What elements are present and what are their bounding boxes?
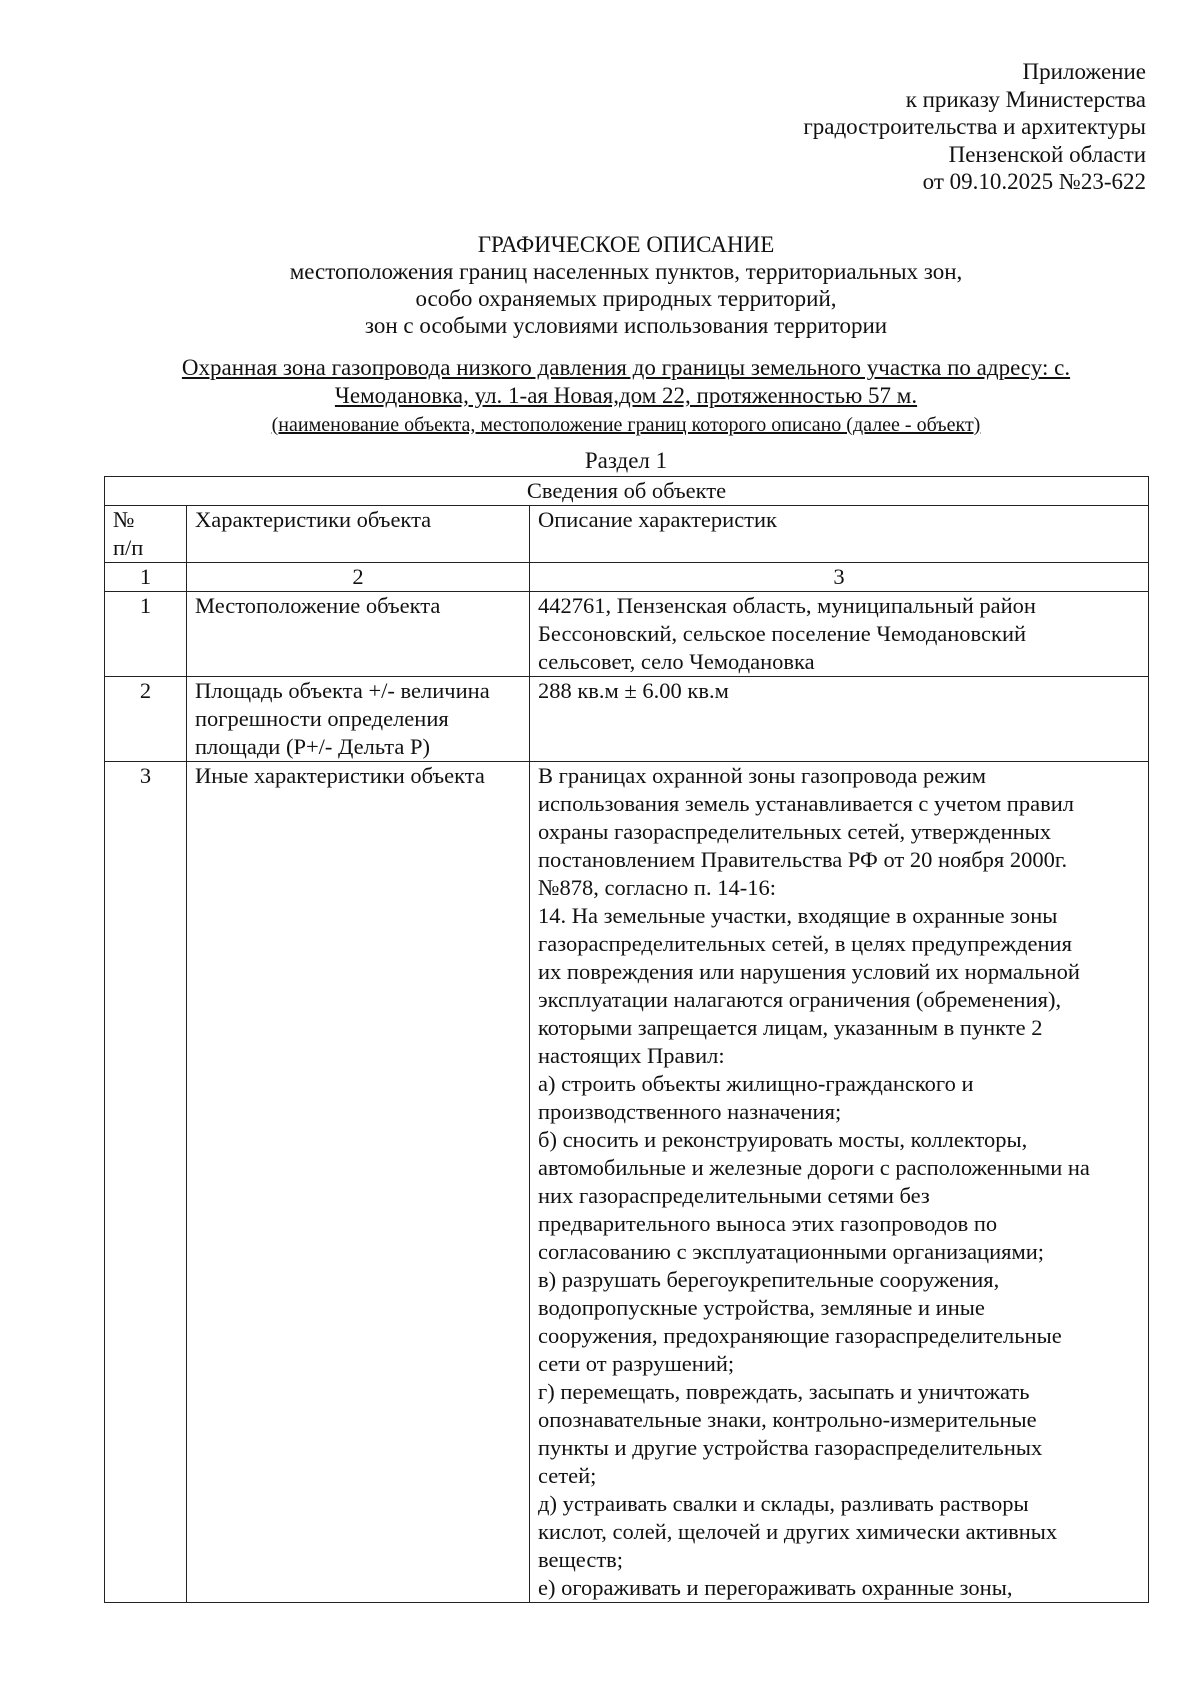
row-description: В границах охранной зоны газопровода режим использования земель устанавливается с учетом правил охраны газораспределительных сетей, утвержденных постановлением Правительства РФ от 20 ноября 2000г. №878, согласно п. 14-16: 14. На земельные участки, входящие в охранные зоны газораспределительных сетей, в целях предупреждения их повреждения или нарушения условий их нормальной эксплуатации налагаются ограничения (обременения), которыми запрещается лицам, указанным в пункте 2 настоящих Правил: а) строить объекты жилищно-гражданского и производственного назначения; б) сносить и реконструировать мосты, коллекторы, автомобильные и железные дороги с расположенными на них газораспределительными сетями без предварительного выноса этих газопроводов по согласованию с эксплуатационными организациями; в) разрушать берегоукрепительные сооружения, водопропускные устройства, земляные и иные сооружения, предохраняющие газораспределительные сети от разрушений; г) перемещать, повреждать, засыпать и уничтожать опознавательные знаки, контрольно-измерительные пункты и другие устройства газораспределительных сетей; д) устраивать свалки и склады, разливать растворы кислот, солей, щелочей и других химически активных веществ; е) огораживать и перегораживать охранные зоны, (530, 762, 1149, 1603)
section-label: Раздел 1 (584, 448, 668, 473)
appendix-line: Пензенской области (948, 141, 1146, 167)
row-num: 1 (105, 592, 187, 677)
object-info-table (104, 476, 1149, 1603)
row-characteristic: Иные характеристики объекта (187, 762, 530, 1603)
title-line: местоположения границ населенных пунктов, территориальных зон, (289, 259, 963, 284)
row-characteristic: Площадь объекта +/- величина погрешности определения площади (Р+/- Дельта Р) (187, 677, 530, 762)
column-number: 2 (187, 563, 530, 592)
table-header-row (105, 506, 1149, 563)
appendix-line: от 09.10.2025 №23-622 (922, 169, 1146, 194)
object-name-caption: (наименование объекта, местоположение границ которого описано (далее - объект) (271, 414, 981, 436)
appendix-line: к приказу Министерства (905, 86, 1146, 112)
header-characteristic: Характеристики объекта (187, 506, 530, 563)
document-title (104, 231, 1148, 339)
table-title: Сведения об объекте (105, 477, 1149, 506)
header-num: № п/п (105, 506, 187, 563)
row-description: 442761, Пензенская область, муниципальный район Бессоновский, сельское поселение Чемодановский сельсовет, село Чемодановка (530, 592, 1149, 677)
title-line: зон с особыми условиями использования территории (364, 313, 888, 338)
table-title-row (105, 477, 1149, 506)
title-line: особо охраняемых природных территорий, (415, 286, 837, 311)
header-description: Описание характеристик (530, 506, 1149, 563)
row-description: 288 кв.м ± 6.00 кв.м (530, 677, 1149, 762)
column-number: 1 (105, 563, 187, 592)
title-heading: ГРАФИЧЕСКОЕ ОПИСАНИЕ (477, 232, 775, 257)
table-row (105, 762, 1149, 1603)
table-row (105, 677, 1149, 762)
table-row (105, 592, 1149, 677)
object-name-line: Охранная зона газопровода низкого давления до границы земельного участка по адресу: с. (181, 355, 1071, 380)
row-num: 2 (105, 677, 187, 762)
object-name-line: Чемодановка, ул. 1-ая Новая,дом 22, протяженностью 57 м. (334, 383, 918, 408)
object-name-block (104, 354, 1148, 438)
column-number: 3 (530, 563, 1149, 592)
appendix-header (626, 58, 1146, 196)
column-numbers-row (105, 563, 1149, 592)
row-characteristic: Местоположение объекта (187, 592, 530, 677)
row-num: 3 (105, 762, 187, 1603)
appendix-line: Приложение (1022, 59, 1146, 84)
appendix-line: градостроительства и архитектуры (803, 114, 1146, 139)
